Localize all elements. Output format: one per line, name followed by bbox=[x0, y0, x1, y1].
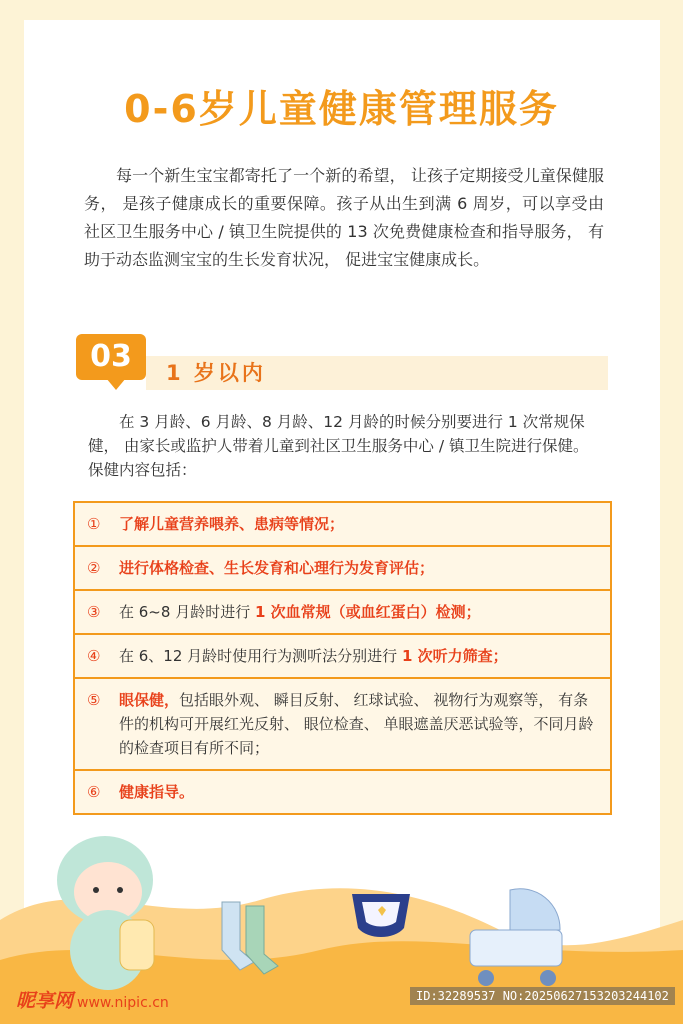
item-number: ① bbox=[87, 515, 101, 533]
item-number: ⑤ bbox=[87, 691, 101, 709]
item-number: ④ bbox=[87, 647, 101, 665]
item-number: ② bbox=[87, 559, 101, 577]
watermark-logo bbox=[16, 986, 169, 1013]
diaper-icon bbox=[352, 894, 410, 937]
item-highlight: 1 次血常规（或血红蛋白）检测； bbox=[254, 603, 481, 621]
page-title: 0-6岁儿童健康管理服务 bbox=[124, 87, 559, 131]
section-number: 03 bbox=[90, 339, 132, 374]
watermark-logo-text: 昵享网 bbox=[16, 990, 74, 1012]
list-item bbox=[75, 769, 610, 813]
section-description: 在 3 月龄、6 月龄、8 月龄、12 月龄的时候分别要进行 1 次常规保健， 由家长或监护人带着儿童到社区卫生服务中心 / 镇卫生院进行保健。保健内容包括： bbox=[88, 413, 589, 479]
item-highlight: 眼保健， bbox=[119, 691, 180, 709]
speech-bubble-tail bbox=[106, 378, 126, 390]
item-highlight: 进行体格检查、生长发育和心理行为发育评估； bbox=[119, 559, 435, 577]
list-item bbox=[75, 677, 610, 769]
watermark-url: www.nipic.cn bbox=[77, 995, 169, 1011]
item-text: 在 6、12 月龄时使用行为测听法分别进行 bbox=[119, 647, 402, 665]
list-item bbox=[75, 633, 610, 677]
list-item bbox=[75, 589, 610, 633]
watermark-id: ID:32289537 NO:20250627153203244102 bbox=[410, 987, 675, 1005]
item-highlight: 健康指导。 bbox=[119, 783, 195, 801]
item-highlight: 1 次听力筛查； bbox=[401, 647, 508, 665]
item-number: ③ bbox=[87, 603, 101, 621]
item-text: 包括眼外观、 瞬目反射、 红球试验、 视物行为观察等， 有条件的机构可开展红光反射、 眼位检查、 单眼遮盖厌恶试验等，不同月龄的检查项目有所不同； bbox=[119, 691, 594, 757]
section-number-badge bbox=[76, 334, 146, 380]
list-item bbox=[75, 503, 610, 545]
item-number: ⑥ bbox=[87, 783, 101, 801]
item-text: 在 6~8 月龄时进行 bbox=[119, 603, 255, 621]
item-highlight: 了解儿童营养喂养、患病等情况； bbox=[119, 515, 345, 533]
checkup-list bbox=[73, 501, 612, 815]
section-title: 1 岁以内 bbox=[166, 361, 266, 385]
list-item bbox=[75, 545, 610, 589]
intro-paragraph: 每一个新生宝宝都寄托了一个新的希望， 让孩子定期接受儿童保健服务， 是孩子健康成长的重要保障。孩子从出生到满 6 周岁，可以享受由社区卫生服务中心 / 镇卫生院提供的 13 次免费健康检查和指导服务， 有助于动态监测宝宝的生长发育状况， 促进宝宝健康成长。 bbox=[84, 166, 604, 269]
